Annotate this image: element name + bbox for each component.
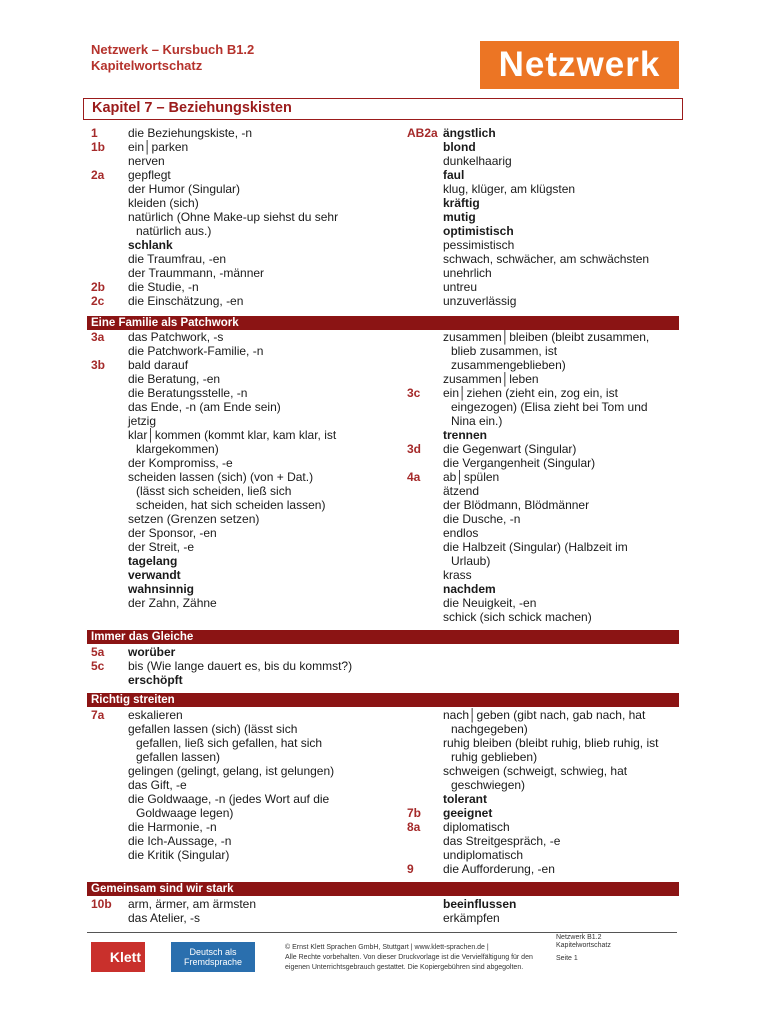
vocabulary-entry: zusammengeblieben): [451, 358, 566, 372]
vocabulary-entry: nach│geben (gibt nach, gab nach, hat: [443, 708, 646, 722]
vocabulary-entry: faul: [443, 168, 465, 182]
vocabulary-entry: eskalieren: [128, 708, 183, 722]
footer-book: Netzwerk B1.2: [556, 934, 602, 941]
exercise-number: 2b: [91, 280, 106, 294]
vocabulary-entry: worüber: [128, 645, 176, 659]
exercise-number: 3b: [91, 358, 106, 372]
vocabulary-entry: Urlaub): [451, 554, 491, 568]
vocabulary-entry: nachdem: [443, 582, 496, 596]
section-header: [87, 882, 679, 896]
vocabulary-entry: blond: [443, 140, 476, 154]
vocabulary-entry: gefallen lassen (sich) (lässt sich: [128, 722, 298, 736]
vocabulary-entry: zusammen│leben: [443, 372, 539, 386]
vocabulary-entry: ruhig geblieben): [451, 750, 538, 764]
section-title: Richtig streiten: [91, 694, 175, 706]
vocabulary-entry: gefallen, ließ sich gefallen, hat sich: [136, 736, 323, 750]
vocabulary-entry: trennen: [443, 428, 488, 442]
vocabulary-entry: schlank: [128, 238, 173, 252]
header-title: Netzwerk – Kursbuch B1.2: [91, 42, 255, 57]
vocabulary-entry: der Blödmann, Blödmänner: [443, 498, 590, 512]
vocabulary-entry: zusammen│bleiben (bleibt zusammen,: [443, 330, 650, 344]
vocabulary-entry: der Humor (Singular): [128, 182, 241, 196]
vocabulary-entry: schwach, schwächer, am schwächsten: [443, 252, 650, 266]
vocabulary-entry: gelingen (gelingt, gelang, ist gelungen): [128, 764, 335, 778]
vocabulary-entry: dunkelhaarig: [443, 154, 512, 168]
exercise-number: 2c: [91, 294, 105, 308]
exercise-number: 2a: [91, 168, 105, 182]
vocabulary-entry: setzen (Grenzen setzen): [128, 512, 260, 526]
vocabulary-entry: der Sponsor, -en: [128, 526, 217, 540]
vocabulary-entry: das Streitgespräch, -e: [443, 834, 561, 848]
vocabulary-entry: die Patchwork-Familie, -n: [128, 344, 264, 358]
vocabulary-entry: endlos: [443, 526, 479, 540]
vocabulary-entry: die Vergangenheit (Singular): [443, 456, 596, 470]
exercise-number: 9: [407, 862, 414, 876]
vocabulary-entry: tagelang: [128, 554, 178, 568]
vocabulary-entry: undiplomatisch: [443, 848, 524, 862]
vocabulary-entry: schweigen (schweigt, schwieg, hat: [443, 764, 628, 778]
vocabulary-entry: die Beratungsstelle, -n: [128, 386, 248, 400]
vocabulary-entry: (lässt sich scheiden, ließ sich: [136, 484, 292, 498]
vocabulary-entry: scheiden, hat sich scheiden lassen): [136, 498, 326, 512]
vocabulary-entry: das Patchwork, -s: [128, 330, 224, 344]
vocabulary-entry: mutig: [443, 210, 476, 224]
vocabulary-entry: die Beziehungskiste, -n: [128, 126, 253, 140]
vocabulary-entry: die Traumfrau, -en: [128, 252, 227, 266]
vocabulary-entry: die Halbzeit (Singular) (Halbzeit im: [443, 540, 628, 554]
vocabulary-entry: unehrlich: [443, 266, 492, 280]
exercise-number: 5c: [91, 659, 105, 673]
exercise-number: 3a: [91, 330, 105, 344]
copyright-line: eigenen Unterrichtsgebrauch gestattet. Die Kopiergebühren sind abgegolten.: [285, 964, 524, 971]
vocabulary-entry: diplomatisch: [443, 820, 510, 834]
klett-logo: [91, 942, 145, 972]
exercise-number: 7a: [91, 708, 105, 722]
vocabulary-entry: eingezogen) (Elisa zieht bei Tom und: [451, 400, 648, 414]
vocabulary-entry: das Atelier, -s: [128, 911, 201, 925]
exercise-number: 1b: [91, 140, 106, 154]
vocabulary-entry: die Einschätzung, -en: [128, 294, 244, 308]
vocabulary-entry: nachgegeben): [451, 722, 528, 736]
vocabulary-entry: untreu: [443, 280, 478, 294]
vocabulary-entry: Nina ein.): [451, 414, 503, 428]
vocabulary-entry: die Harmonie, -n: [128, 820, 217, 834]
vocabulary-entry: die Dusche, -n: [443, 512, 521, 526]
vocabulary-entry: gefallen lassen): [136, 750, 221, 764]
vocabulary-entry: Goldwaage legen): [136, 806, 234, 820]
copyright-line: © Ernst Klett Sprachen GmbH, Stuttgart | www.klett-sprachen.de |: [285, 944, 489, 951]
chapter-title-box: [83, 98, 683, 120]
exercise-number: 5a: [91, 645, 105, 659]
vocabulary-entry: natürlich aus.): [136, 224, 212, 238]
section-title: Eine Familie als Patchwork: [91, 317, 239, 329]
vocabulary-entry: der Traummann, -männer: [128, 266, 265, 280]
vocabulary-entry: die Studie, -n: [128, 280, 199, 294]
section-header: [87, 316, 679, 330]
vocabulary-entry: schick (sich schick machen): [443, 610, 592, 624]
vocabulary-entry: ruhig bleiben (bleibt ruhig, blieb ruhig, ist: [443, 736, 659, 750]
exercise-number: AB2a: [407, 126, 438, 140]
vocabulary-entry: unzuverlässig: [443, 294, 517, 308]
vocabulary-entry: blieb zusammen, ist: [451, 344, 558, 358]
vocabulary-entry: die Goldwaage, -n (jedes Wort auf die: [128, 792, 330, 806]
vocabulary-entry: erkämpfen: [443, 911, 500, 925]
section-title: Gemeinsam sind wir stark: [91, 883, 234, 895]
vocabulary-entry: klar│kommen (kommt klar, kam klar, ist: [128, 428, 337, 442]
vocabulary-entry: ab│spülen: [443, 470, 500, 484]
vocabulary-entry: das Ende, -n (am Ende sein): [128, 400, 281, 414]
vocabulary-entry: die Kritik (Singular): [128, 848, 230, 862]
vocabulary-entry: arm, ärmer, am ärmsten: [128, 897, 257, 911]
vocabulary-entry: klug, klüger, am klügsten: [443, 182, 576, 196]
vocabulary-entry: optimistisch: [443, 224, 514, 238]
vocabulary-entry: nerven: [128, 154, 165, 168]
vocabulary-entry: die Neuigkeit, -en: [443, 596, 537, 610]
vocabulary-entry: ängstlich: [443, 126, 496, 140]
vocabulary-entry: beeinflussen: [443, 897, 517, 911]
logo-text: Netzwerk: [498, 45, 661, 84]
vocabulary-entry: der Kompromiss, -e: [128, 456, 233, 470]
copyright-line: Alle Rechte vorbehalten. Von dieser Druckvorlage ist die Vervielfältigung für den: [285, 954, 533, 961]
vocabulary-entry: ein│parken: [128, 140, 189, 154]
daf-logo: [171, 942, 255, 972]
vocabulary-entry: erschöpft: [128, 673, 183, 687]
vocabulary-entry: tolerant: [443, 792, 488, 806]
exercise-number: 3d: [407, 442, 422, 456]
vocabulary-entry: ein│ziehen (zieht ein, zog ein, ist: [443, 386, 618, 400]
vocabulary-entry: wahnsinnig: [128, 582, 194, 596]
vocabulary-entry: verwandt: [128, 568, 181, 582]
vocabulary-entry: der Zahn, Zähne: [128, 596, 217, 610]
vocabulary-entry: klargekommen): [136, 442, 219, 456]
exercise-number: 7b: [407, 806, 422, 820]
exercise-number: 10b: [91, 897, 112, 911]
vocabulary-entry: die Gegenwart (Singular): [443, 442, 577, 456]
vocabulary-entry: natürlich (Ohne Make-up siehst du sehr: [128, 210, 339, 224]
vocabulary-entry: die Ich-Aussage, -n: [128, 834, 232, 848]
vocabulary-entry: die Aufforderung, -en: [443, 862, 555, 876]
vocabulary-entry: geeignet: [443, 806, 493, 820]
vocabulary-entry: kleiden (sich): [128, 196, 199, 210]
vocabulary-entry: die Beratung, -en: [128, 372, 221, 386]
exercise-number: 3c: [407, 386, 421, 400]
daf-logo-text: Deutsch als Fremdsprache: [183, 947, 243, 967]
klett-logo-text: Klett: [109, 949, 141, 965]
vocabulary-entry: geschwiegen): [451, 778, 526, 792]
section-title: Immer das Gleiche: [91, 631, 194, 643]
footer-page: Seite 1: [556, 955, 578, 962]
exercise-number: 4a: [407, 470, 421, 484]
header-subtitle: Kapitelwortschatz: [91, 58, 203, 73]
vocabulary-entry: pessimistisch: [443, 238, 515, 252]
exercise-number: 1: [91, 126, 98, 140]
footer-divider: [87, 932, 677, 933]
section-header: [87, 630, 679, 644]
vocabulary-entry: gepflegt: [128, 168, 171, 182]
footer-subtitle: Kapitelwortschatz: [556, 942, 611, 949]
vocabulary-entry: bald darauf: [128, 358, 189, 372]
vocabulary-entry: krass: [443, 568, 472, 582]
vocabulary-entry: bis (Wie lange dauert es, bis du kommst?): [128, 659, 353, 673]
vocabulary-entry: ätzend: [443, 484, 480, 498]
chapter-title: Kapitel 7 – Beziehungskisten: [92, 100, 292, 116]
vocabulary-entry: das Gift, -e: [128, 778, 187, 792]
netzwerk-logo: [480, 41, 679, 89]
vocabulary-entry: jetzig: [128, 414, 157, 428]
vocabulary-entry: scheiden lassen (sich) (von + Dat.): [128, 470, 314, 484]
vocabulary-entry: der Streit, -e: [128, 540, 195, 554]
section-header: [87, 693, 679, 707]
vocabulary-entry: kräftig: [443, 196, 480, 210]
exercise-number: 8a: [407, 820, 421, 834]
